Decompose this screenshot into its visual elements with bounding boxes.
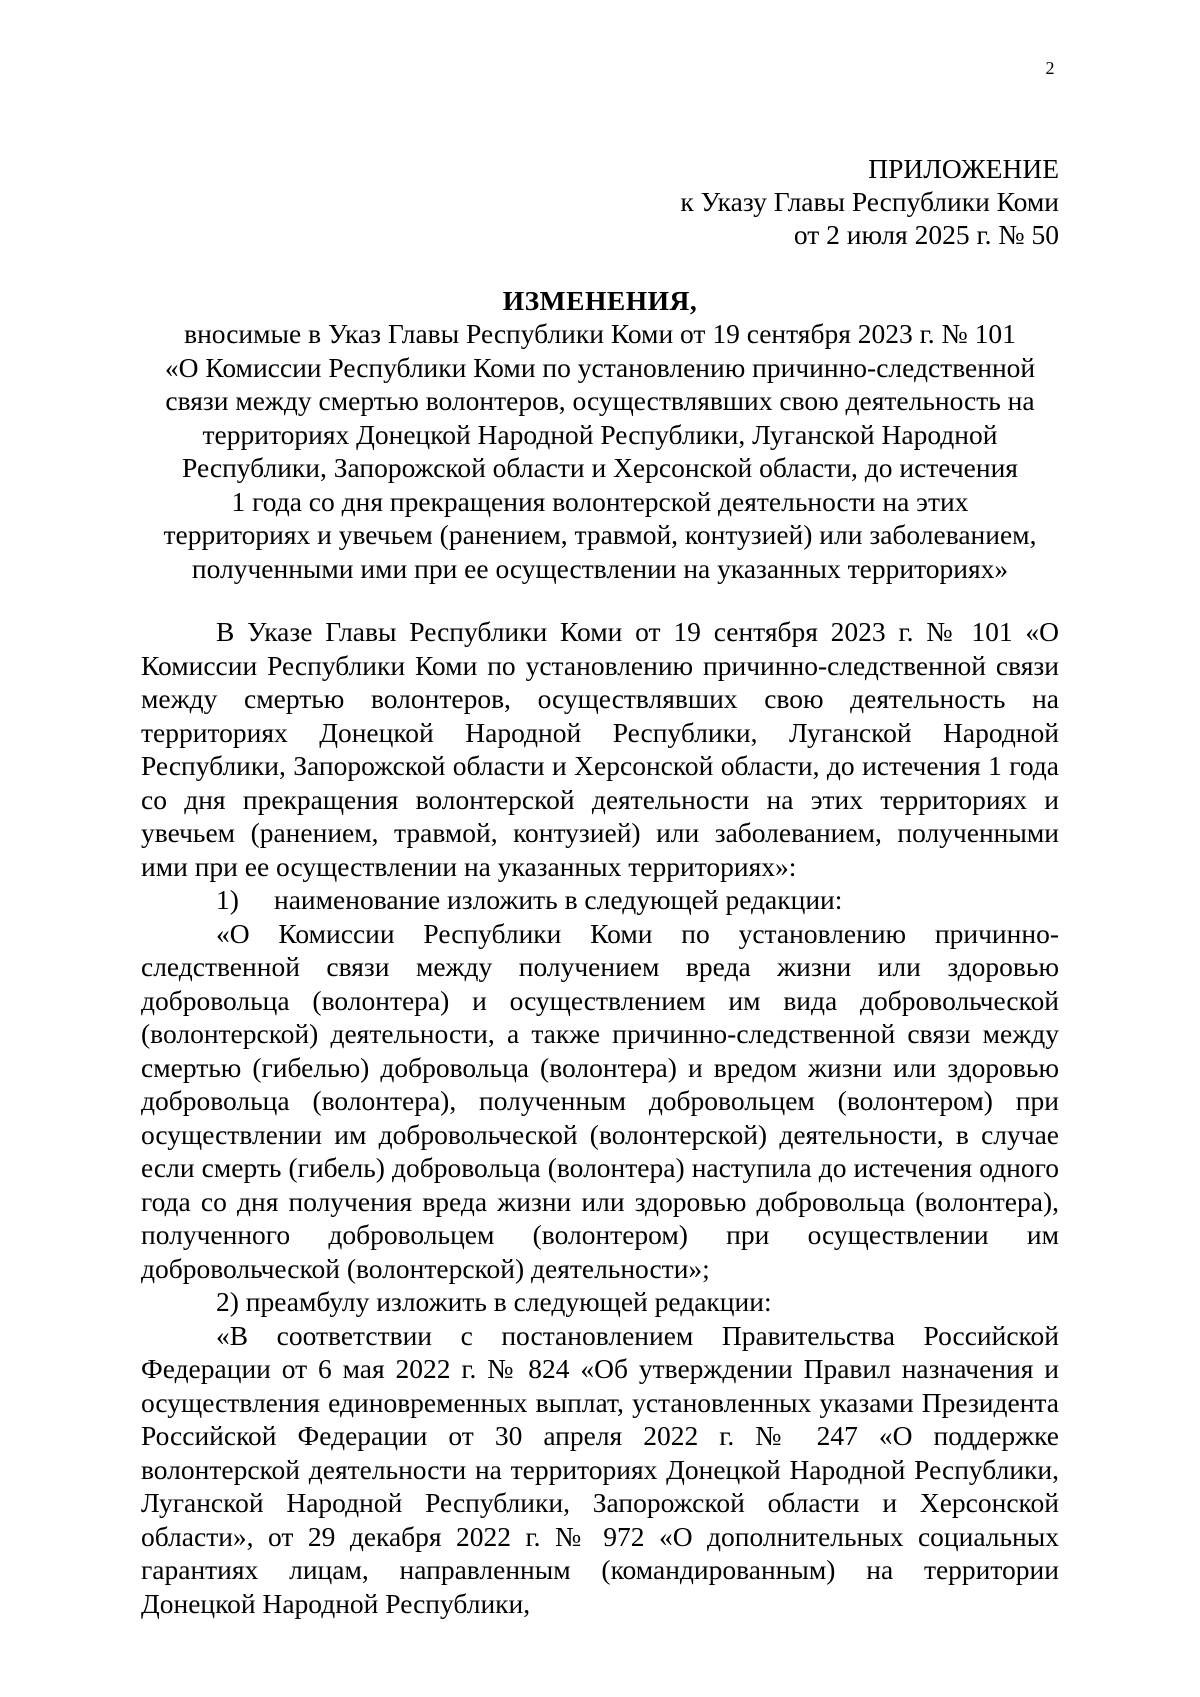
item-1 — [141, 883, 1059, 917]
item-1-quote: «О Комиссии Республики Коми по установлению причинно-следственной связи между получением вреда жизни или здоровью добровольца (волонтера) и осуществлением им вида добровольческой (волонтерской) деятельности, а также причинно-следственной связи между смертью (гибелью) добровольца (волонтера) и вредом жизни или здоровью добровольца (волонтера), полученным добровольцем (волонтером) при осуществлении им добровольческой (волонтерской) деятельности, в случае если смерть (гибель) добровольца (волонтера) наступила до истечения одного года со дня получения вреда жизни или здоровью добровольца (волонтера), полученного добровольцем (волонтером) при осуществлении им добровольческой (волонтерской) деятельности»; — [141, 917, 1059, 1284]
appendix-header — [680, 152, 1059, 251]
document-title: ИЗМЕНЕНИЯ, — [502, 285, 698, 316]
subtitle-line: вносимые в Указ Главы Республики Коми от 19 сентября 2023 г. № 101 — [184, 318, 1016, 349]
appendix-decree-reference: к Указу Главы Республики Коми — [680, 186, 1059, 217]
item-2-quote: «В соответствии с постановлением Правительства Российской Федерации от 6 мая 2022 г. № 824 «Об утверждении Правил назначения и осуществления единовременных выплат, установленных указами Президента Российской Федерации от 30 апреля 2022 г. № 247 «О поддержке волонтерской деятельности на территориях Донецкой Народной Республики, Луганской Народной Республики, Запорожской области и Херсонской области», от 29 декабря 2022 г. № 972 «О дополнительных социальных гарантиях лицам, направленным (командированным) на территории Донецкой Народной Республики, — [141, 1319, 1059, 1619]
appendix-decree-date: от 2 июля 2025 г. № 50 — [793, 219, 1059, 250]
intro-paragraph: В Указе Главы Республики Коми от 19 сентября 2023 г. № 101 «О Комиссии Республики Коми по установлению причинно-следственной связи между смертью волонтеров, осуществлявших свою деятельность на территориях Донецкой Народной Республики, Луганской Народной Республики, Запорожской области и Херсонской области, до истечения 1 года со дня прекращения волонтерской деятельности на этих территориях и увечьем (ранением, травмой, контузией) или заболеванием, полученными ими при ее осуществлении на указанных территориях»: — [141, 616, 1059, 882]
document-title-block — [141, 284, 1059, 585]
appendix-label: ПРИЛОЖЕНИЕ — [868, 153, 1059, 184]
subtitle-line: Республики, Запорожской области и Херсонской области, до истечения — [182, 452, 1018, 483]
item-1-number: 1) — [216, 884, 239, 915]
subtitle-line: 1 года со дня прекращения волонтерской деятельности на этих — [231, 485, 969, 517]
subtitle-line: полученными ими при ее осуществлении на указанных территориях» — [191, 552, 1009, 584]
document-subtitle — [141, 317, 1059, 585]
page-number: 2 — [1045, 58, 1055, 78]
subtitle-line: связи между смертью волонтеров, осуществлявших свою деятельность на — [165, 385, 1035, 416]
subtitle-line: «О Комиссии Республики Коми по установлению причинно-следственной — [164, 351, 1036, 383]
subtitle-line: территориях и увечьем (ранением, травмой, контузией) или заболеванием, — [163, 519, 1037, 550]
item-1-text: наименование изложить в следующей редакции: — [274, 884, 843, 915]
item-2: 2) преамбулу изложить в следующей редакции: — [216, 1286, 772, 1317]
subtitle-line: территориях Донецкой Народной Республики, Луганской Народной — [202, 418, 998, 450]
document-body — [141, 615, 1059, 1620]
